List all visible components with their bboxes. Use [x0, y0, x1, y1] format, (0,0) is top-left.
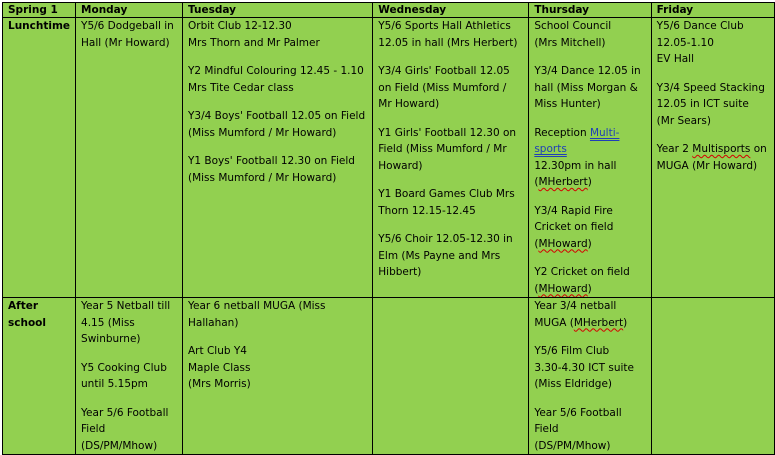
activity-line: (DS/PM/Mhow) — [534, 439, 611, 452]
activity-line: Elm (Ms Payne and Mrs — [378, 249, 501, 262]
activity-line: Y2 Mindful Colouring 12.45 - 1.10 — [187, 65, 364, 77]
cell-lunchtime-tuesday — [182, 18, 372, 298]
activity-line: Year 2 Multisports on — [656, 143, 767, 155]
row-after-school — [3, 298, 775, 455]
activity-line: Mr Howard) — [378, 98, 440, 110]
cell-after-school-monday — [76, 298, 183, 455]
activity-line: MUGA (MHerbert) — [534, 316, 628, 329]
activity-line: Y1 Girls' Football 12.30 on — [378, 126, 517, 139]
activity-line: Art Club Y4 — [187, 345, 247, 357]
activity-line: Miss Hunter) — [534, 98, 601, 110]
activity-entry — [534, 405, 645, 455]
activity-line: Hallahan) — [187, 316, 239, 329]
activity-entry — [534, 18, 645, 51]
row-label-line: After — [8, 300, 39, 312]
activity-entry — [657, 141, 769, 174]
activity-line: Y5/6 Dance Club — [656, 20, 744, 32]
cell-lunchtime-monday — [76, 18, 183, 298]
link-text: sports — [534, 143, 567, 155]
activity-entry — [188, 108, 367, 141]
activity-line: (MHerbert) — [534, 176, 592, 188]
row-label-after-school — [3, 298, 76, 455]
activity-line: (Miss Eldridge) — [534, 378, 613, 390]
activity-line: Y1 Boys' Football 12.30 on Field — [187, 155, 355, 167]
activity-entry — [534, 298, 645, 331]
activity-entry — [188, 298, 367, 331]
cell-after-school-tuesday — [182, 298, 372, 455]
activity-entry — [534, 203, 645, 253]
activity-line: Year 6 netball MUGA (Miss — [187, 300, 326, 312]
activity-line: until 5.15pm — [81, 378, 148, 390]
timetable — [2, 2, 775, 455]
cell-after-school-thursday — [529, 298, 651, 455]
activity-line: on Field (Miss Mumford / — [378, 81, 507, 94]
activity-line: hall (Miss Morgan & — [534, 81, 638, 94]
activity-line: (MHoward) — [534, 282, 592, 295]
activity-line: Orbit Club 12-12.30 — [187, 20, 292, 32]
activity-line: Reception Multi- — [534, 126, 620, 139]
activity-entry — [378, 63, 523, 113]
day-header-thursday: Thursday — [529, 3, 651, 18]
activity-line: Field — [81, 423, 106, 435]
activity-line: 4.15 (Miss — [81, 316, 135, 329]
activity-line: (DS/PM/Mhow) — [81, 439, 158, 452]
activity-entry — [378, 186, 523, 219]
activity-line: Y5 Cooking Club — [81, 361, 167, 374]
activity-entry — [81, 405, 177, 455]
activity-line: Hall (Mr Howard) — [81, 36, 170, 49]
activity-line: Swinburne) — [81, 333, 141, 345]
activity-line: Y1 Board Games Club Mrs — [378, 188, 515, 200]
spellcheck-word: MHoward — [538, 282, 588, 295]
row-label-line: school — [8, 316, 46, 329]
activity-line: (Mrs Mitchell) — [534, 36, 606, 49]
activity-line: (MHoward) — [534, 237, 592, 250]
activity-entry — [657, 18, 769, 68]
activity-entry — [534, 125, 645, 191]
cell-lunchtime-wednesday — [373, 18, 529, 298]
activity-line: Y3/4 Rapid Fire — [534, 204, 613, 217]
activity-line: Y3/4 Boys' Football 12.05 on Field — [187, 110, 366, 122]
activity-entry — [81, 298, 177, 348]
activity-line: 12.05 in hall (Mrs Herbert) — [378, 36, 518, 49]
activity-line: Y5/6 Sports Hall Athletics — [378, 20, 511, 32]
day-header-wednesday: Wednesday — [373, 3, 529, 18]
cell-lunchtime-friday — [651, 18, 774, 298]
activity-line: Cricket on field — [534, 221, 614, 233]
activity-line: 3.30-4.30 ICT suite — [534, 361, 635, 374]
activity-line: Y5/6 Dodgeball in — [81, 20, 174, 32]
activity-line: Y5/6 Choir 12.05-12.30 in — [378, 233, 513, 245]
cell-after-school-friday — [651, 298, 774, 455]
row-lunchtime — [3, 18, 775, 298]
activity-entry — [378, 125, 523, 175]
activity-entry — [81, 360, 177, 393]
activity-line: 12.05 in ICT suite — [656, 98, 749, 110]
activity-entry — [378, 18, 523, 51]
activity-line: Y5/6 Film Club — [534, 345, 610, 357]
term-header: Spring 1 — [3, 3, 76, 18]
day-header-friday: Friday — [651, 3, 774, 18]
activity-line: (Mr Sears) — [656, 114, 711, 127]
activity-line: Y3/4 Speed Stacking — [656, 81, 765, 94]
activity-line: Year 5/6 Football — [534, 406, 622, 419]
activity-entry — [188, 343, 367, 393]
activity-line: Field (Miss Mumford / Mr — [378, 143, 507, 155]
activity-line: Howard) — [378, 159, 423, 172]
day-header-tuesday: Tuesday — [182, 3, 372, 18]
activity-line: Year 5 Netball till — [81, 300, 171, 312]
activity-line: Hibbert) — [378, 266, 422, 278]
activity-line: MUGA (Mr Howard) — [656, 159, 758, 172]
activity-line: EV Hall — [656, 53, 694, 65]
activity-entry — [188, 18, 367, 51]
activity-line: 12.30pm in hall — [534, 159, 617, 172]
activity-line: Y3/4 Dance 12.05 in — [534, 65, 641, 77]
activity-entry — [534, 63, 645, 113]
activity-line — [534, 141, 645, 158]
row-label-lunchtime — [3, 18, 76, 298]
day-header-monday: Monday — [76, 3, 183, 18]
activity-line: Field — [534, 423, 559, 435]
activity-line: Mrs Thorn and Mr Palmer — [187, 36, 320, 49]
timetable-body — [3, 3, 775, 455]
activity-entry — [534, 264, 645, 297]
header-row — [3, 3, 775, 18]
activity-line: Y2 Cricket on field — [534, 266, 630, 278]
activity-line: (Miss Mumford / Mr Howard) — [187, 171, 337, 184]
activity-line: Y3/4 Girls' Football 12.05 — [378, 65, 510, 77]
activity-entry — [378, 231, 523, 281]
activity-line: (Mrs Morris) — [187, 378, 251, 390]
activity-line: Mrs Tite Cedar class — [187, 81, 294, 94]
activity-entry — [657, 80, 769, 130]
activity-line: School Council — [534, 20, 612, 32]
spellcheck-word: MHoward — [538, 237, 588, 250]
activity-line: Year 3/4 netball — [534, 300, 617, 312]
activity-line: Thorn 12.15-12.45 — [378, 204, 476, 217]
spellcheck-word: MHerbert — [573, 316, 624, 329]
activity-entry — [81, 18, 177, 51]
activity-line: 12.05-1.10 — [656, 36, 714, 49]
activity-entry — [188, 153, 367, 186]
activity-entry — [188, 63, 367, 96]
cell-after-school-wednesday — [373, 298, 529, 455]
activity-line: Year 5/6 Football — [81, 406, 169, 419]
activity-line: Maple Class — [187, 361, 251, 374]
activity-entry — [534, 343, 645, 393]
row-label-line: Lunchtime — [8, 20, 71, 32]
spellcheck-word: MHerbert — [538, 176, 588, 188]
link-text: Multi- — [589, 126, 620, 139]
activity-line: (Miss Mumford / Mr Howard) — [187, 126, 337, 139]
spellcheck-word: Multisports — [692, 143, 751, 155]
cell-lunchtime-thursday — [529, 18, 651, 298]
